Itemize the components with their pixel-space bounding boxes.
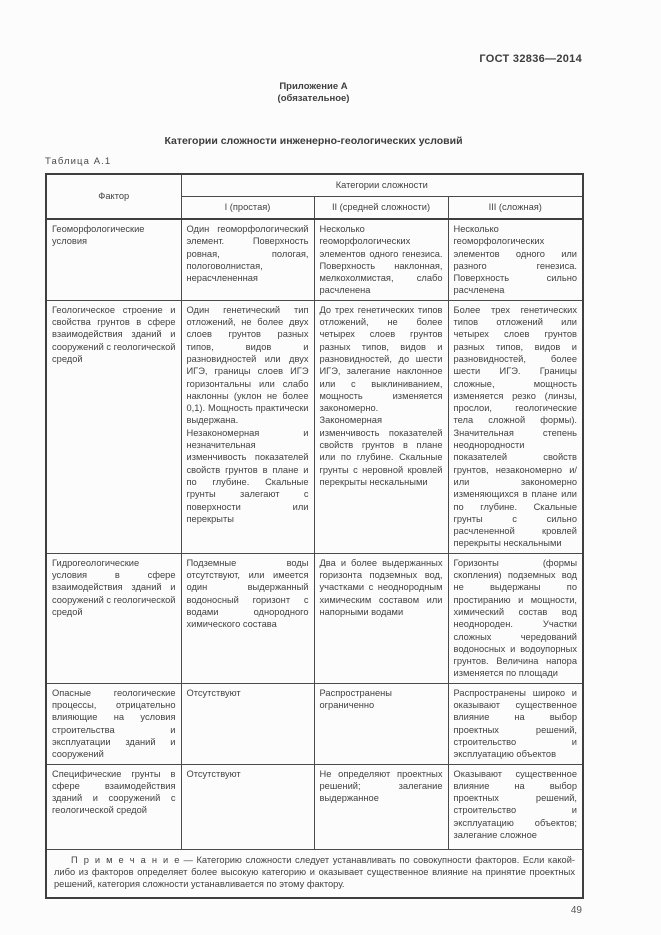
- table-row: [46, 553, 583, 683]
- column-group-header: Категории сложности: [181, 174, 583, 197]
- table-note: [54, 854, 575, 891]
- doc-reference: ГОСТ 32836—2014: [479, 53, 582, 65]
- cell-factor: Геологическое строение и свойства грунтов в сфере взаимодействия зданий и сооружений с геологической средой: [46, 300, 181, 553]
- cell-category-2: Два и более выдержанных горизонта подземных вод, участками с неоднородным химическим составом или напорными водами: [314, 553, 448, 683]
- cell-category-3: Распространены широко и оказывают существенное влияние на выбор проектных решений, строительство и эксплуатацию объектов: [448, 683, 583, 764]
- cell-factor: Опасные геологические процессы, отрицательно влияющие на условия строительства и эксплуатации зданий и сооружений: [46, 683, 181, 764]
- cell-category-2: Несколько геоморфологических элементов одного генезиса. Поверхность наклонная, мелкохолмистая, слабо расчленена: [314, 219, 448, 300]
- column-header-category-1: I (простая): [181, 197, 314, 220]
- table-note-cell: [46, 849, 583, 898]
- cell-category-1: Отсутствуют: [181, 683, 314, 764]
- table-header-row-group: [46, 174, 583, 197]
- complexity-table: [45, 173, 584, 899]
- table-row: [46, 683, 583, 764]
- cell-category-1: Подземные воды отсутствуют, или имеется один выдержанный водоносный горизонт с водами однородного химического состава: [181, 553, 314, 683]
- note-text: — Категорию сложности следует устанавливать по совокупности факторов. Если какой-либо из факторов определяет более высокую категорию и оказывает существенное влияние на принятие проектных решений, категория сложности устанавливается по этому фактору.: [54, 854, 575, 890]
- table-row: [46, 300, 583, 553]
- cell-category-1: Один генетический тип отложений, не более двух слоев грунтов разных типов, видов и разновидностей или двух ИГЭ, границы слоев ИГЭ горизонтальны или слабо наклонны (уклон не более 0,1). Мощность практически выдержана. Незакономерная и незначительная изменчивость показателей свойств грунтов в плане и по глубине. Скальные грунты залегают с поверхности или перекрыты: [181, 300, 314, 553]
- cell-category-2: До трех генетических типов отложений, не более четырех слоев грунтов разных типов, видов и разновидностей, до шести ИГЭ, залегание наклонное или с выклиниванием, мощность изменяется закономерно. Закономерная изменчивость показателей свойств грунтов в плане или по глубине. Скальные грунты с неровной кровлей перекрыты нескальными: [314, 300, 448, 553]
- appendix-title: Приложение А: [279, 81, 348, 92]
- cell-category-2: Не определяют проектных решений; залегание выдержанное: [314, 764, 448, 849]
- column-header-factor: Фактор: [46, 174, 181, 219]
- column-header-category-2: II (средней сложности): [314, 197, 448, 220]
- cell-category-1: Один геоморфологический элемент. Поверхность ровная, пологая, пологоволнистая, нерасчлененная: [181, 219, 314, 300]
- page-number: 49: [570, 904, 582, 916]
- cell-factor: Геоморфологические условия: [46, 219, 181, 300]
- note-label: П р и м е ч а н и е: [71, 854, 181, 865]
- cell-factor: Гидрогеологические условия в сфере взаимодействия зданий и сооружений с геологической средой: [46, 553, 181, 683]
- cell-factor: Специфические грунты в сфере взаимодействия зданий и сооружений с геологической средой: [46, 764, 181, 849]
- appendix-subtitle: (обязательное): [277, 93, 350, 104]
- appendix-block: [45, 81, 582, 105]
- cell-category-2: Распространены ограниченно: [314, 683, 448, 764]
- cell-category-3: Оказывают существенное влияние на выбор проектных решений, строительство и эксплуатацию объектов; залегание сложное: [448, 764, 583, 849]
- table-note-row: [46, 849, 583, 898]
- table-row: [46, 219, 583, 300]
- cell-category-3: Горизонты (формы скопления) подземных вод не выдержаны по простиранию и мощности, химический состав вод неоднороден. Участки сложных чередований водоносных и водоупорных грунтов. Величина напора изменяется по площади: [448, 553, 583, 683]
- section-title: Категории сложности инженерно-геологических условий: [164, 135, 463, 147]
- column-header-category-3: III (сложная): [448, 197, 583, 220]
- table-row: [46, 764, 583, 849]
- cell-category-3: Несколько геоморфологических элементов одного или разного генезиса. Поверхность сильно расчленена: [448, 219, 583, 300]
- table-label: Таблица А.1: [45, 156, 112, 167]
- cell-category-1: Отсутствуют: [181, 764, 314, 849]
- cell-category-3: Более трех генетических типов отложений или четырех слоев грунтов разных типов, видов и разновидностей, более шести ИГЭ. Границы сложные, мощность изменяется резко (линзы, прослои, геологические тела сложной формы). Значительная степень неоднородности показателей свойств грунтов, незакономерно и/или закономерно изменяющихся в плане или по глубине. Скальные грунты с сильно расчлененной кровлей перекрыты нескальными: [448, 300, 583, 553]
